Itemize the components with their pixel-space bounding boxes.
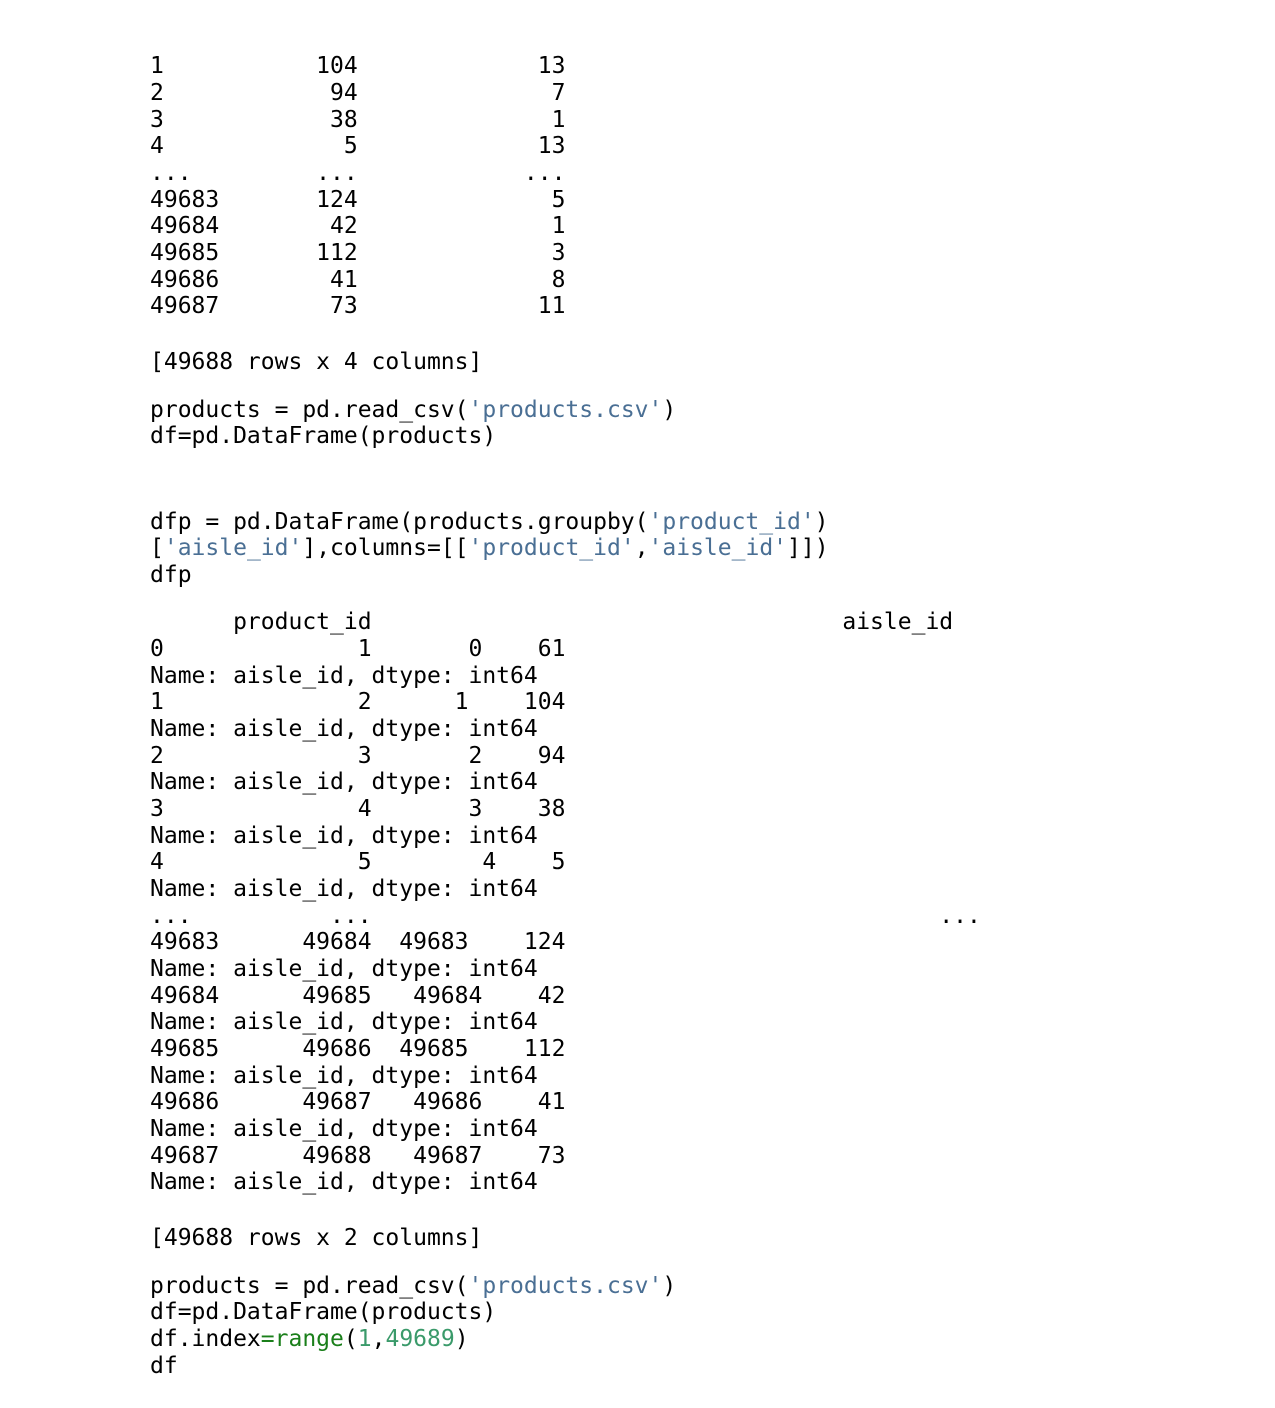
output-row: 49683 124 5: [150, 187, 566, 213]
code-text: ,: [634, 535, 649, 561]
code-text: ): [814, 509, 829, 535]
output-row: 49685 112 3: [150, 240, 566, 266]
output-row: Name: aisle_id, dtype: int64: [150, 823, 538, 849]
output-row: 0 1 0 61: [150, 636, 566, 662]
code-line: dfp: [150, 562, 192, 588]
output-row: 3 38 1: [150, 107, 566, 133]
code-line: [150, 535, 829, 562]
output-summary: [49688 rows x 4 columns]: [150, 349, 483, 375]
code-line: [150, 509, 829, 536]
builtin-function: range: [274, 1326, 344, 1352]
code-line: [150, 397, 676, 424]
output-row: 3 4 3 38: [150, 796, 566, 822]
output-row: Name: aisle_id, dtype: int64: [150, 1116, 538, 1142]
output-row: Name: aisle_id, dtype: int64: [150, 1009, 538, 1035]
code-text: [: [150, 535, 164, 561]
string-literal: 'product_id': [468, 535, 635, 561]
output-row: ... ... ...: [150, 160, 566, 186]
code-text: ): [662, 1273, 677, 1299]
output-row: 49686 49687 49686 41: [150, 1089, 566, 1115]
string-literal: 'aisle_id': [648, 535, 788, 561]
string-literal: 'products.csv': [468, 1273, 663, 1299]
output-row: 49684 49685 49684 42: [150, 983, 566, 1009]
output-row: 49687 49688 49687 73: [150, 1143, 566, 1169]
output-row: 49685 49686 49685 112: [150, 1036, 566, 1062]
string-literal: 'products.csv': [468, 397, 663, 423]
operator: =: [260, 1326, 275, 1352]
number-literal: 1: [357, 1326, 372, 1352]
output-row: 49683 49684 49683 124: [150, 929, 566, 955]
code-line: [150, 1326, 469, 1353]
code-text: ],columns=[[: [302, 535, 469, 561]
code-text: ): [662, 397, 677, 423]
code-line: [150, 1273, 676, 1300]
output-row: Name: aisle_id, dtype: int64: [150, 1169, 538, 1195]
output-row: 2 94 7: [150, 80, 566, 106]
output-row: 49687 73 11: [150, 293, 566, 319]
output-row: 4 5 13: [150, 133, 566, 159]
output-row: ... ... ...: [150, 903, 981, 929]
output-row: Name: aisle_id, dtype: int64: [150, 1063, 538, 1089]
output-summary: [49688 rows x 2 columns]: [150, 1225, 483, 1251]
code-line: df: [150, 1353, 178, 1379]
output-row: Name: aisle_id, dtype: int64: [150, 876, 538, 902]
output-row: 49686 41 8: [150, 267, 566, 293]
output-row: Name: aisle_id, dtype: int64: [150, 956, 538, 982]
number-literal: 49689: [385, 1326, 455, 1352]
output-header: product_id aisle_id: [150, 609, 954, 635]
code-line: df=pd.DataFrame(products): [150, 423, 497, 449]
output-row: 49684 42 1: [150, 213, 566, 239]
output-row: 1 104 13: [150, 53, 566, 79]
string-literal: 'aisle_id': [163, 535, 303, 561]
code-text: products = pd.read_csv(: [150, 397, 469, 423]
output-row: 1 2 1 104: [150, 689, 566, 715]
code-text: ]]): [787, 535, 829, 561]
code-text: products = pd.read_csv(: [150, 1273, 469, 1299]
code-text: ,: [371, 1326, 386, 1352]
output-row: 4 5 4 5: [150, 849, 566, 875]
output-row: Name: aisle_id, dtype: int64: [150, 663, 538, 689]
code-text: df.index: [150, 1326, 261, 1352]
code-text: ): [454, 1326, 469, 1352]
code-text: dfp = pd.DataFrame(products.groupby(: [150, 509, 649, 535]
code-text: (: [343, 1326, 358, 1352]
output-row: Name: aisle_id, dtype: int64: [150, 769, 538, 795]
output-row: Name: aisle_id, dtype: int64: [150, 716, 538, 742]
code-line: df=pd.DataFrame(products): [150, 1299, 497, 1325]
output-row: 2 3 2 94: [150, 743, 566, 769]
string-literal: 'product_id': [648, 509, 815, 535]
